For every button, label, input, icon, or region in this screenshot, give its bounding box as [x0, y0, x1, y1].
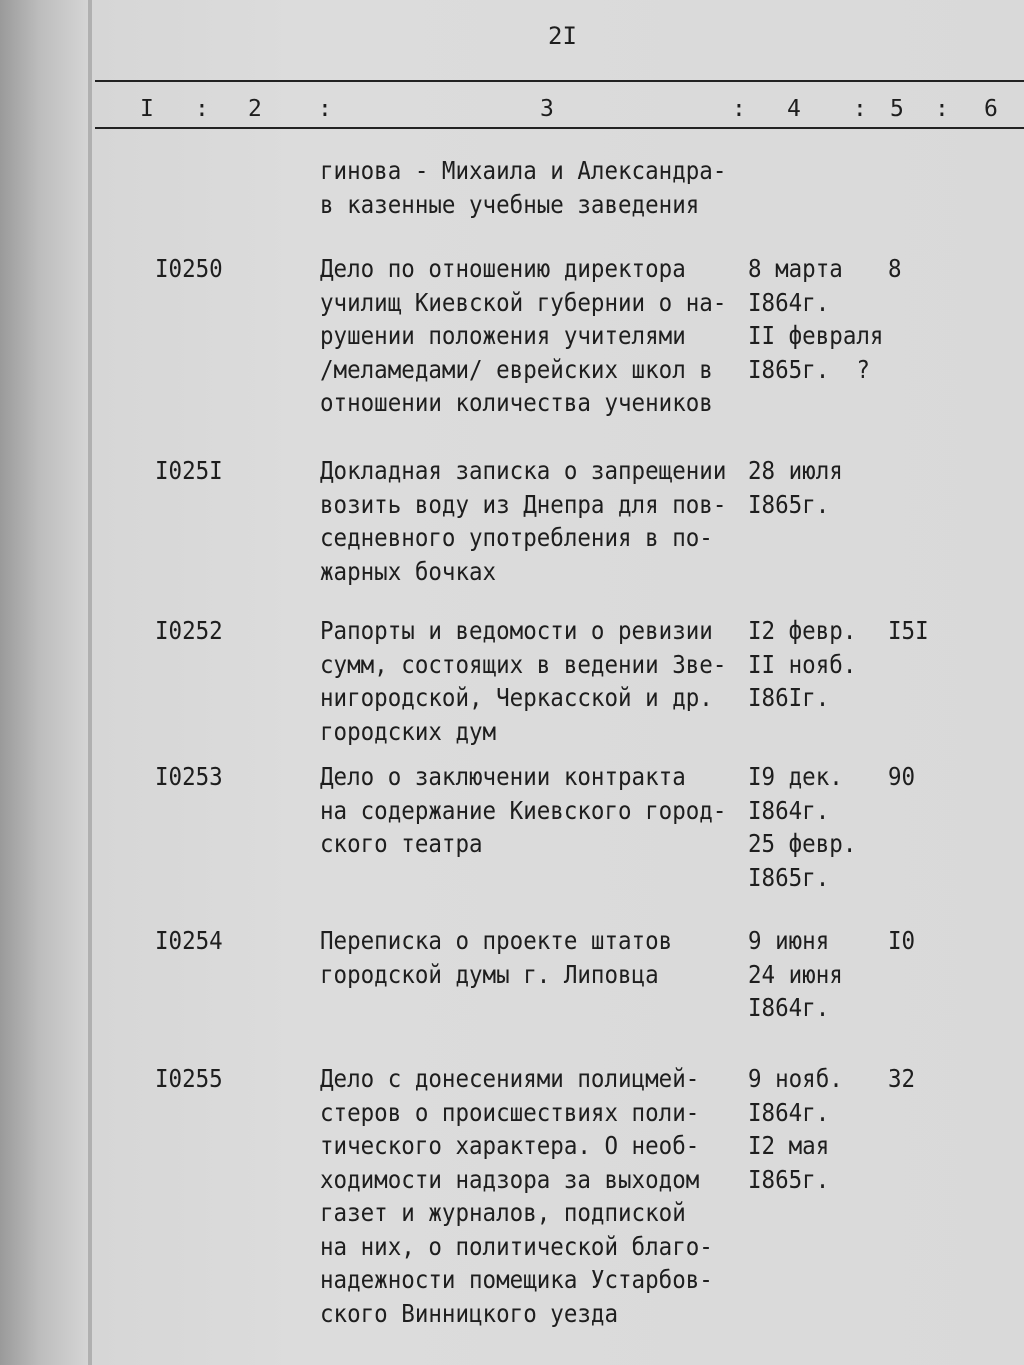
- file-dates-line: I864г.: [748, 993, 830, 1023]
- page-count-text: I5I: [888, 616, 929, 646]
- file-title-line: стеров о происшествиях поли-: [320, 1097, 700, 1127]
- header-sep: :: [318, 96, 332, 122]
- file-dates-line: 9 июня: [748, 926, 830, 956]
- file-title-line: училищ Киевской губернии о на-: [320, 287, 727, 317]
- file-dates-line: 9 нояб.: [748, 1064, 843, 1094]
- file-title-line: Дело с донесениями полицмей-: [320, 1064, 700, 1094]
- file-title-line: ходимости надзора за выходом: [320, 1164, 700, 1194]
- file-dates: [748, 613, 856, 714]
- file-dates-line: I2 февр.: [748, 616, 857, 646]
- file-dates-line: I864г.: [748, 795, 830, 825]
- file-dates-line: I865г. ?: [748, 354, 870, 384]
- file-number-text: I025I: [155, 456, 223, 486]
- page-count: [888, 759, 915, 793]
- page-count: [888, 251, 902, 285]
- file-dates: [748, 923, 843, 1024]
- file-title-line: городских дум: [320, 716, 497, 746]
- file-dates-line: I865г.: [748, 862, 830, 892]
- file-dates-line: 24 июня: [748, 959, 843, 989]
- file-number-text: I0252: [155, 616, 223, 646]
- file-title: [320, 251, 726, 419]
- file-number-text: I0254: [155, 926, 223, 956]
- file-number-text: I0255: [155, 1064, 223, 1094]
- file-title-line: городской думы г. Липовца: [320, 959, 659, 989]
- header-top-rule: [95, 80, 1024, 82]
- header-bottom-rule: [95, 127, 1024, 129]
- header-sep: :: [195, 96, 209, 122]
- file-title: [320, 923, 672, 990]
- file-dates-line: I2 мая: [748, 1131, 830, 1161]
- header-col-1: I: [140, 96, 154, 122]
- page-count: [888, 1061, 915, 1095]
- file-dates-line: 8 марта: [748, 254, 843, 284]
- file-title-line: в казенные учебные заведения: [320, 189, 700, 219]
- file-dates-line: I865г.: [748, 489, 830, 519]
- header-col-3: 3: [540, 96, 554, 122]
- file-dates: [748, 251, 883, 385]
- file-dates-line: I865г.: [748, 1164, 830, 1194]
- header-sep: :: [853, 96, 867, 122]
- file-title-line: Дело по отношению директора: [320, 254, 686, 284]
- file-title-line: сумм, состоящих в ведении Зве-: [320, 649, 727, 679]
- file-title-line: газет и журналов, подпиской: [320, 1198, 686, 1228]
- file-title: [320, 153, 726, 220]
- page-count-text: I0: [888, 926, 916, 956]
- file-dates-line: 25 февр.: [748, 829, 857, 859]
- header-col-4: 4: [787, 96, 801, 122]
- file-title-line: /меламедами/ еврейских школ в: [320, 354, 713, 384]
- file-number-text: I0253: [155, 762, 223, 792]
- file-title-line: возить воду из Днепра для пов-: [320, 489, 727, 519]
- file-dates-line: I864г.: [748, 1097, 830, 1127]
- page-count-text: 32: [888, 1064, 916, 1094]
- file-title-line: жарных бочках: [320, 556, 497, 586]
- file-dates: [748, 453, 843, 520]
- page-spine: [88, 0, 92, 1365]
- file-title-line: отношении количества учеников: [320, 388, 713, 418]
- page-count: [888, 923, 915, 957]
- page-count-text: 90: [888, 762, 916, 792]
- page-count-text: 8: [888, 254, 902, 284]
- file-title-line: надежности помещика Устарбов-: [320, 1265, 713, 1295]
- file-dates-line: II февраля: [748, 321, 884, 351]
- file-title-line: седневного употребления в по-: [320, 523, 713, 553]
- file-title: [320, 613, 726, 747]
- file-title-line: на содержание Киевского город-: [320, 795, 727, 825]
- page-number: 2I: [548, 22, 577, 50]
- header-col-6: 6: [984, 96, 998, 122]
- file-title-line: Переписка о проекте штатов: [320, 926, 673, 956]
- header-col-5: 5: [890, 96, 904, 122]
- file-dates-line: I9 дек.: [748, 762, 843, 792]
- file-number: [155, 251, 223, 285]
- file-dates: [748, 759, 856, 893]
- header-sep: :: [935, 96, 949, 122]
- file-number: [155, 613, 223, 647]
- file-title-line: гинова - Михаила и Александра-: [320, 156, 727, 186]
- file-dates-line: II нояб.: [748, 649, 857, 679]
- file-title-line: на них, о политической благо-: [320, 1231, 713, 1261]
- header-sep: :: [732, 96, 746, 122]
- header-col-2: 2: [248, 96, 262, 122]
- file-number: [155, 759, 223, 793]
- file-dates-line: I864г.: [748, 287, 830, 317]
- file-title-line: ского театра: [320, 829, 483, 859]
- file-number: [155, 923, 223, 957]
- file-number-text: I0250: [155, 254, 223, 284]
- file-number: [155, 1061, 223, 1095]
- file-dates-line: 28 июля: [748, 456, 843, 486]
- file-title: [320, 759, 726, 860]
- file-title: [320, 453, 726, 587]
- file-title-line: Докладная записка о запрещении: [320, 456, 727, 486]
- file-title-line: нигородской, Черкасской и др.: [320, 683, 713, 713]
- file-title-line: Рапорты и ведомости о ревизии: [320, 616, 713, 646]
- file-dates-line: I86Iг.: [748, 683, 830, 713]
- file-title-line: Дело о заключении контракта: [320, 762, 686, 792]
- file-title: [320, 1061, 713, 1329]
- file-title-line: рушении положения учителями: [320, 321, 686, 351]
- file-title-line: ского Винницкого уезда: [320, 1298, 619, 1328]
- file-title-line: тического характера. О необ-: [320, 1131, 700, 1161]
- file-dates: [748, 1061, 843, 1195]
- page-count: [888, 613, 929, 647]
- file-number: [155, 453, 223, 487]
